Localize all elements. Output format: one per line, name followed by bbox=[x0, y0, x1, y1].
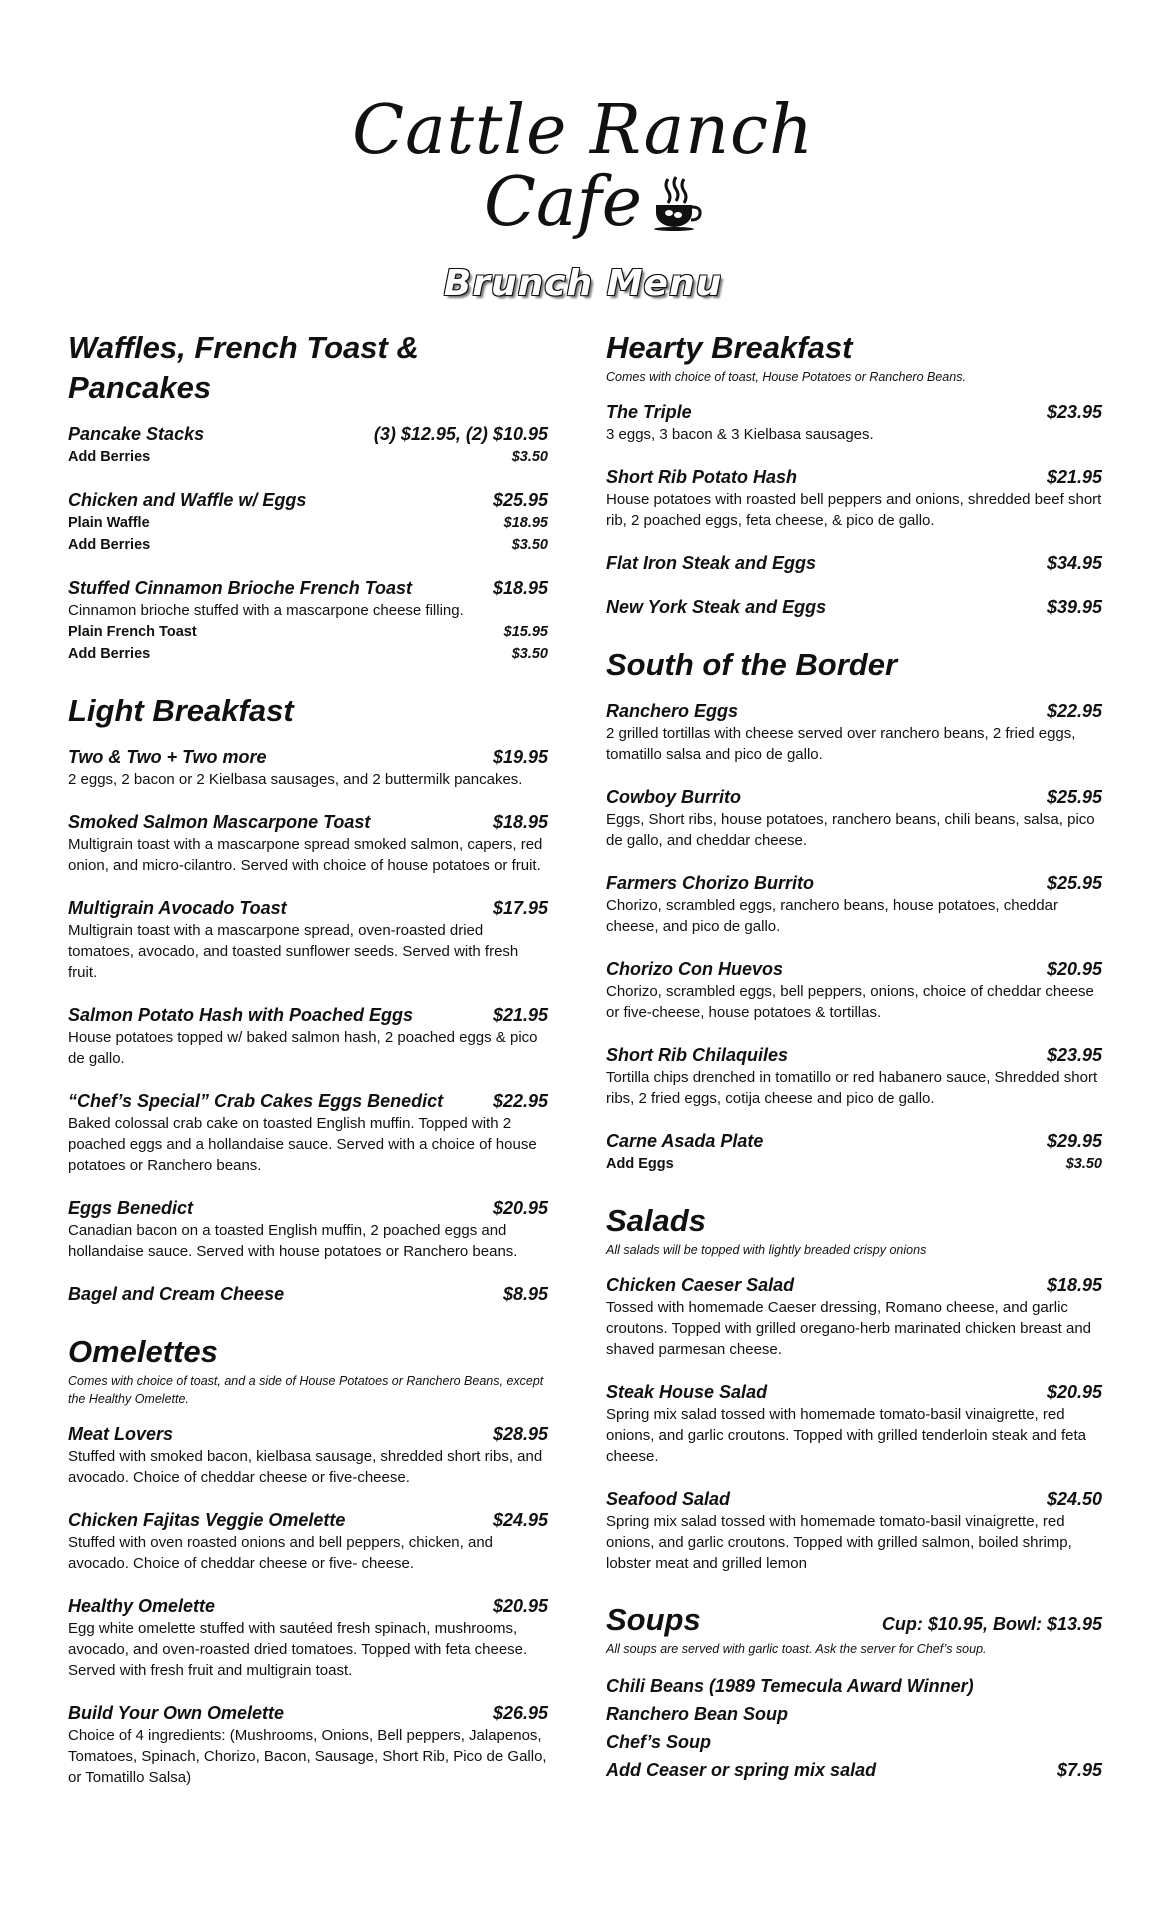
menu-item-description: Multigrain toast with a mascarpone spread smoked salmon, capers, red onion, and micro-cilantro. Served with choice of house potatoes or fruit. bbox=[68, 836, 543, 874]
menu-item bbox=[68, 1594, 548, 1681]
soup-item bbox=[606, 1700, 1102, 1728]
menu-item-price: $19.95 bbox=[492, 747, 548, 767]
menu-item-price: $21.95 bbox=[1046, 467, 1102, 487]
menu-item-addon bbox=[68, 643, 548, 665]
menu-item-header bbox=[68, 810, 548, 834]
menu-item bbox=[68, 422, 548, 468]
menu-item bbox=[606, 785, 1102, 851]
menu-item bbox=[68, 1003, 548, 1069]
menu-item-description: Eggs, Short ribs, house potatoes, ranchero beans, chili beans, salsa, pico de gallo, and cheddar cheese. bbox=[606, 811, 1095, 849]
menu-item bbox=[68, 896, 548, 983]
logo-cafe-text: Cafe bbox=[484, 163, 642, 242]
soup-item bbox=[606, 1672, 1102, 1700]
right-column bbox=[606, 328, 1102, 1810]
menu-item-name: Carne Asada Plate bbox=[606, 1131, 764, 1151]
menu-item-description: Cinnamon brioche stuffed with a mascarpone cheese filling. bbox=[68, 602, 464, 619]
section-title: Light Breakfast bbox=[68, 693, 294, 728]
soup-item bbox=[606, 1756, 1102, 1784]
menu-item-description: 2 grilled tortillas with cheese served over ranchero beans, 2 fried eggs, tomatillo salsa and pico de gallo. bbox=[606, 725, 1076, 763]
menu-item-description: 3 eggs, 3 bacon & 3 Kielbasa sausages. bbox=[606, 426, 874, 443]
menu-item bbox=[606, 595, 1102, 619]
menu-item-price: $22.95 bbox=[1046, 701, 1102, 721]
menu-item-price: $18.95 bbox=[492, 812, 548, 832]
menu-item bbox=[68, 1089, 548, 1176]
coffee-cup-icon bbox=[652, 175, 702, 231]
menu-item-price: $28.95 bbox=[492, 1424, 548, 1444]
soups-title: Soups bbox=[606, 1602, 701, 1637]
menu-section bbox=[68, 328, 548, 665]
addon-price: $3.50 bbox=[511, 537, 548, 553]
menu-item-header bbox=[68, 488, 548, 512]
menu-item-header bbox=[68, 1282, 548, 1306]
logo-cafe bbox=[484, 163, 702, 242]
menu-subtitle: Brunch Menu bbox=[443, 263, 723, 304]
menu-item-name: Seafood Salad bbox=[606, 1489, 731, 1509]
menu-item-price: $29.95 bbox=[1046, 1131, 1102, 1151]
addon-name: Plain Waffle bbox=[68, 515, 150, 531]
section-title: Waffles, French Toast & Pancakes bbox=[68, 330, 419, 405]
menu-item-name: “Chef’s Special” Crab Cakes Eggs Benedict bbox=[68, 1091, 444, 1111]
menu-item-price: $20.95 bbox=[492, 1198, 548, 1218]
menu-item-description: Tossed with homemade Caeser dressing, Romano cheese, and garlic croutons. Topped with grilled oregano-herb marinated chicken breast and shaved parmesan cheese. bbox=[606, 1299, 1092, 1358]
menu-item-name: Steak House Salad bbox=[606, 1382, 768, 1402]
menu-item-description: Canadian bacon on a toasted English muffin, 2 poached eggs and hollandaise sauce. Served with house potatoes or Ranchero beans. bbox=[68, 1222, 518, 1260]
menu-item-header bbox=[606, 1273, 1102, 1297]
menu-item-name: Stuffed Cinnamon Brioche French Toast bbox=[68, 578, 413, 598]
menu-item-price: $23.95 bbox=[1046, 402, 1102, 422]
menu-item-description: Baked colossal crab cake on toasted English muffin. Topped with 2 poached eggs and a hollandaise sauce. Served with a choice of house potatoes or Ranchero beans. bbox=[68, 1115, 537, 1174]
menu-item-header bbox=[606, 871, 1102, 895]
menu-item bbox=[68, 1701, 548, 1788]
menu-item-header bbox=[68, 576, 548, 600]
addon-price: $3.50 bbox=[511, 449, 548, 465]
menu-item-description: Egg white omelette stuffed with sautéed fresh spinach, mushrooms, avocado, and oven-roasted dried tomatoes. Topped with feta cheese. Served with fresh fruit and multigrain toast. bbox=[68, 1620, 528, 1679]
menu-item bbox=[68, 1422, 548, 1488]
menu-item bbox=[68, 1282, 548, 1306]
menu-item-name: Chicken and Waffle w/ Eggs bbox=[68, 490, 307, 510]
menu-item-price: $20.95 bbox=[492, 1596, 548, 1616]
menu-item-price: $20.95 bbox=[1046, 1382, 1102, 1402]
menu-item-header bbox=[68, 1701, 548, 1725]
menu-item-name: Two & Two + Two more bbox=[68, 747, 267, 767]
menu-item-price: $21.95 bbox=[492, 1005, 548, 1025]
menu-section bbox=[606, 645, 1102, 1175]
menu-item-header bbox=[606, 1380, 1102, 1404]
addon-price: $3.50 bbox=[1065, 1156, 1102, 1172]
menu-item-header bbox=[68, 745, 548, 769]
soup-item-name: Ranchero Bean Soup bbox=[606, 1704, 789, 1724]
addon-name: Add Berries bbox=[68, 646, 151, 662]
menu-item bbox=[68, 1508, 548, 1574]
menu-item-addon bbox=[68, 621, 548, 643]
menu-item-price: $18.95 bbox=[492, 578, 548, 598]
section-title: Omelettes bbox=[68, 1334, 218, 1369]
addon-name: Add Eggs bbox=[606, 1156, 674, 1172]
menu-item-header bbox=[68, 422, 548, 446]
menu-item-description: Tortilla chips drenched in tomatillo or red habanero sauce, Shredded short ribs, 2 fried eggs, cotija cheese and pico de gallo. bbox=[606, 1069, 1098, 1107]
menu-item-description: Spring mix salad tossed with homemade tomato-basil vinaigrette, red onions, and garlic croutons. Topped with grilled tenderloin steak and feta cheese. bbox=[606, 1406, 1087, 1465]
soup-item-name: Chili Beans (1989 Temecula Award Winner) bbox=[606, 1676, 974, 1696]
addon-price: $3.50 bbox=[511, 646, 548, 662]
soup-item bbox=[606, 1728, 1102, 1756]
menu-item-addon bbox=[68, 534, 548, 556]
menu-item-price: $17.95 bbox=[492, 898, 548, 918]
menu-item-description: Chorizo, scrambled eggs, bell peppers, onions, choice of cheddar cheese or five-cheese, house potatoes & tortillas. bbox=[606, 983, 1094, 1021]
menu-item bbox=[606, 1487, 1102, 1574]
menu-item bbox=[606, 1273, 1102, 1360]
menu-item bbox=[68, 488, 548, 556]
menu-item-price: $20.95 bbox=[1046, 959, 1102, 979]
menu-item-name: Short Rib Chilaquiles bbox=[606, 1045, 789, 1065]
menu-item-price: $26.95 bbox=[492, 1703, 548, 1723]
addon-name: Plain French Toast bbox=[68, 624, 197, 640]
addon-name: Add Berries bbox=[68, 449, 151, 465]
menu-item-name: Chorizo Con Huevos bbox=[606, 959, 784, 979]
menu-item bbox=[606, 465, 1102, 531]
addon-price: $15.95 bbox=[503, 624, 548, 640]
menu-item bbox=[68, 745, 548, 790]
menu-item bbox=[606, 1380, 1102, 1467]
menu-item bbox=[68, 810, 548, 876]
menu-item-addon bbox=[68, 512, 548, 534]
menu-item bbox=[68, 576, 548, 665]
section-title: Hearty Breakfast bbox=[606, 330, 853, 365]
menu-item-header bbox=[68, 1422, 548, 1446]
menu-section bbox=[68, 691, 548, 1306]
menu-item-price: $24.95 bbox=[492, 1510, 548, 1530]
section-title: South of the Border bbox=[606, 647, 898, 682]
menu-item bbox=[606, 1043, 1102, 1109]
menu-item-header bbox=[606, 400, 1102, 424]
menu-item-addon bbox=[68, 446, 548, 468]
left-column bbox=[68, 328, 548, 1814]
menu-item bbox=[606, 551, 1102, 575]
menu-item-description: Stuffed with oven roasted onions and bell peppers, chicken, and avocado. Choice of cheddar cheese or five- cheese. bbox=[68, 1534, 494, 1572]
soup-item-name: Add Ceaser or spring mix salad bbox=[606, 1760, 877, 1780]
menu-item-price: $8.95 bbox=[502, 1284, 548, 1304]
menu-item-price: $23.95 bbox=[1046, 1045, 1102, 1065]
menu-item-description: Chorizo, scrambled eggs, ranchero beans, house potatoes, cheddar cheese, and pico de gallo. bbox=[606, 897, 1058, 935]
menu-item-name: Chicken Caeser Salad bbox=[606, 1275, 795, 1295]
soups-price: Cup: $10.95, Bowl: $13.95 bbox=[881, 1614, 1102, 1634]
menu-item bbox=[606, 400, 1102, 445]
menu-item-header bbox=[606, 1043, 1102, 1067]
menu-item-price: $22.95 bbox=[492, 1091, 548, 1111]
menu-item-name: Bagel and Cream Cheese bbox=[68, 1284, 285, 1304]
menu-item-header bbox=[68, 1089, 548, 1113]
menu-item-description: 2 eggs, 2 bacon or 2 Kielbasa sausages, and 2 buttermilk pancakes. bbox=[68, 771, 523, 788]
section-title: Salads bbox=[606, 1203, 706, 1238]
menu-item-price: $25.95 bbox=[492, 490, 548, 510]
menu-item-name: Flat Iron Steak and Eggs bbox=[606, 553, 817, 573]
menu-item-price: $25.95 bbox=[1046, 873, 1102, 893]
soup-item-price: $7.95 bbox=[1056, 1760, 1102, 1780]
menu-item-name: Farmers Chorizo Burrito bbox=[606, 873, 815, 893]
menu-item-name: Multigrain Avocado Toast bbox=[68, 898, 287, 918]
menu-item-header bbox=[68, 896, 548, 920]
menu-item-name: Build Your Own Omelette bbox=[68, 1703, 285, 1723]
section-note: All salads will be topped with lightly breaded crispy onions bbox=[606, 1243, 927, 1257]
soups-note: All soups are served with garlic toast. Ask the server for Chef’s soup. bbox=[606, 1642, 987, 1656]
menu-item-header bbox=[606, 551, 1102, 575]
menu-item-name: Ranchero Eggs bbox=[606, 701, 739, 721]
menu-item-description: Multigrain toast with a mascarpone spread, oven-roasted dried tomatoes, avocado, and toasted sunflower seeds. Served with fresh fruit. bbox=[68, 922, 519, 981]
menu-item-name: Cowboy Burrito bbox=[606, 787, 741, 807]
menu-item-description: Stuffed with smoked bacon, kielbasa sausage, shredded short ribs, and avocado. Choice of cheddar cheese or five-cheese. bbox=[68, 1448, 543, 1486]
menu-item-header bbox=[606, 1487, 1102, 1511]
menu-item-description: Choice of 4 ingredients: (Mushrooms, Onions, Bell peppers, Jalapenos, Tomatoes, Spinach, Chorizo, Bacon, Sausage, Short Rib, Pico de Gallo, or Tomatillo Salsa) bbox=[68, 1727, 547, 1786]
menu-item-price: (3) $12.95, (2) $10.95 bbox=[373, 424, 548, 444]
menu-item-name: Eggs Benedict bbox=[68, 1198, 194, 1218]
menu-item-description: Spring mix salad tossed with homemade tomato-basil vinaigrette, red onions, and garlic croutons. Topped with grilled salmon, boiled shrimp, lobster meat and grilled lemon bbox=[606, 1513, 1072, 1572]
menu-item-price: $34.95 bbox=[1046, 553, 1102, 573]
menu-item-name: Salmon Potato Hash with Poached Eggs bbox=[68, 1005, 414, 1025]
menu-item-header bbox=[68, 1196, 548, 1220]
menu-item-description: House potatoes with roasted bell peppers and onions, shredded beef short rib, 2 poached eggs, feta cheese, & pico de gallo. bbox=[606, 491, 1102, 529]
menu-item-name: The Triple bbox=[606, 402, 692, 422]
menu-item-name: New York Steak and Eggs bbox=[606, 597, 827, 617]
menu-item-price: $18.95 bbox=[1046, 1275, 1102, 1295]
menu-section bbox=[606, 1201, 1102, 1574]
menu-item-header bbox=[606, 957, 1102, 981]
menu-section bbox=[606, 328, 1102, 619]
menu-item-header bbox=[68, 1594, 548, 1618]
section-note: Comes with choice of toast, and a side of House Potatoes or Ranchero Beans, except the Healthy Omelette. bbox=[68, 1374, 544, 1406]
addon-price: $18.95 bbox=[503, 515, 548, 531]
menu-item-price: $39.95 bbox=[1046, 597, 1102, 617]
menu-item-price: $25.95 bbox=[1046, 787, 1102, 807]
menu-item bbox=[606, 957, 1102, 1023]
menu-item-name: Chicken Fajitas Veggie Omelette bbox=[68, 1510, 346, 1530]
menu-item bbox=[606, 1129, 1102, 1175]
menu-item bbox=[68, 1196, 548, 1262]
menu-item-header bbox=[606, 595, 1102, 619]
menu-item-header bbox=[606, 1129, 1102, 1153]
menu-item-name: Healthy Omelette bbox=[68, 1596, 216, 1616]
menu-item-description: House potatoes topped w/ baked salmon hash, 2 poached eggs & pico de gallo. bbox=[68, 1029, 538, 1067]
addon-name: Add Berries bbox=[68, 537, 151, 553]
menu-header bbox=[0, 91, 1166, 304]
menu-item bbox=[606, 871, 1102, 937]
logo-title: Cattle Ranch bbox=[352, 91, 814, 170]
menu-item-name: Meat Lovers bbox=[68, 1424, 174, 1444]
soups-section bbox=[606, 1600, 1102, 1784]
menu-item-header bbox=[606, 699, 1102, 723]
menu-item-header bbox=[68, 1003, 548, 1027]
menu-item-name: Short Rib Potato Hash bbox=[606, 467, 798, 487]
menu-item-header bbox=[68, 1508, 548, 1532]
menu-item-name: Smoked Salmon Mascarpone Toast bbox=[68, 812, 371, 832]
menu-item-price: $24.50 bbox=[1046, 1489, 1102, 1509]
soup-item-name: Chef’s Soup bbox=[606, 1732, 712, 1752]
section-note: Comes with choice of toast, House Potatoes or Ranchero Beans. bbox=[606, 370, 966, 384]
menu-section bbox=[68, 1332, 548, 1788]
soups-header bbox=[606, 1600, 1102, 1640]
menu-item-addon bbox=[606, 1153, 1102, 1175]
menu-item bbox=[606, 699, 1102, 765]
menu-item-name: Pancake Stacks bbox=[68, 424, 205, 444]
menu-item-header bbox=[606, 785, 1102, 809]
menu-item-header bbox=[606, 465, 1102, 489]
